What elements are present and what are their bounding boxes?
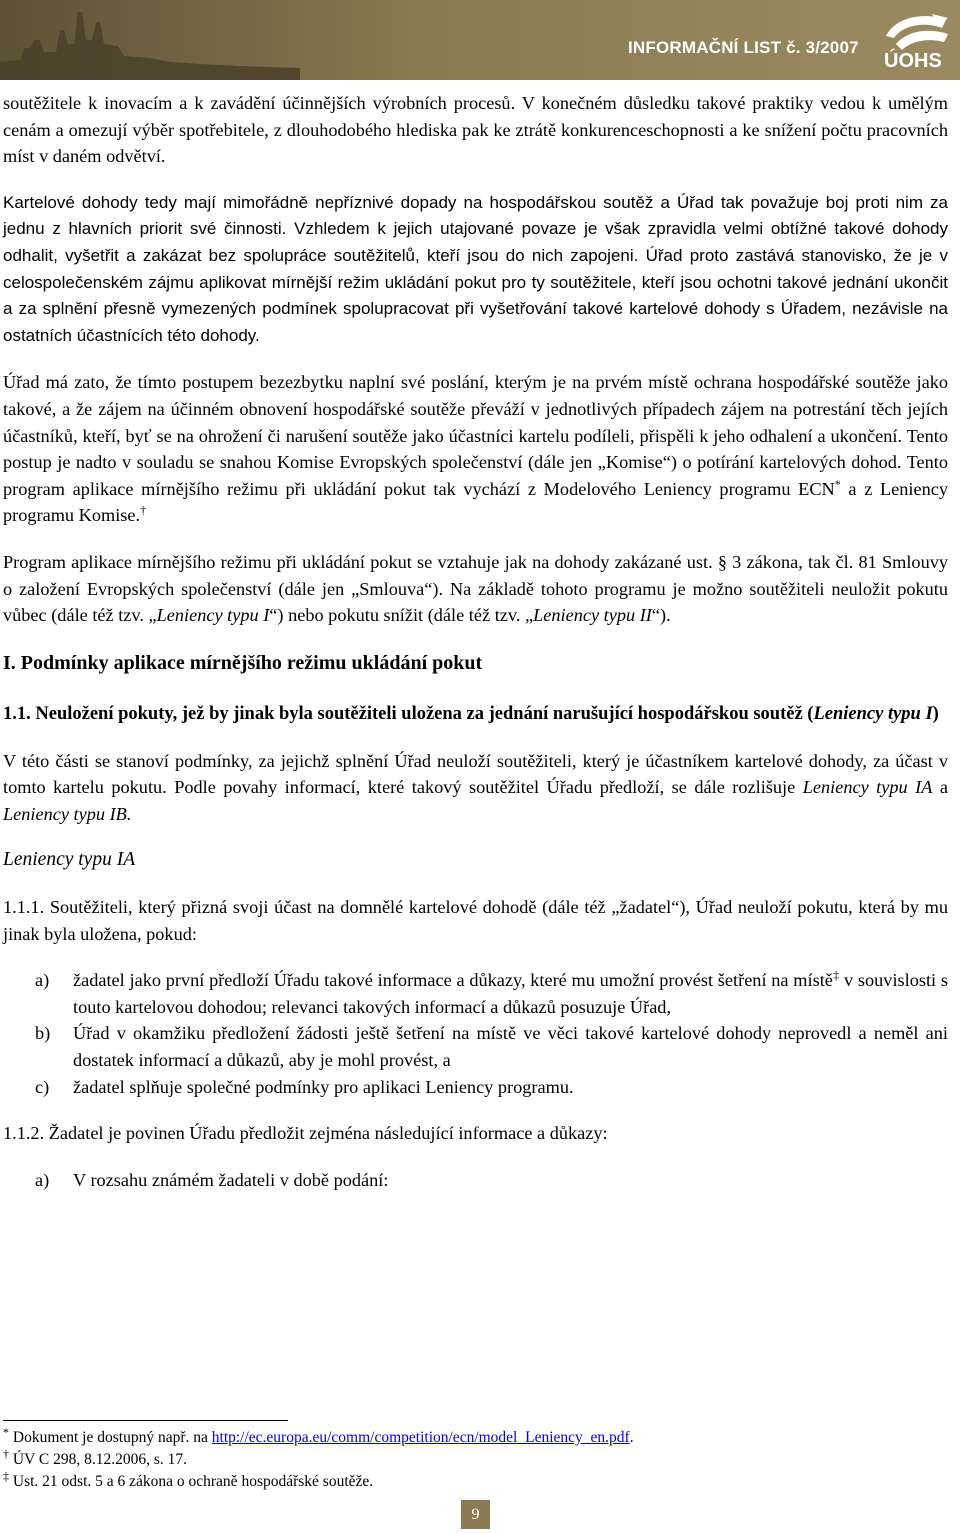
list-item: b) Úřad v okamžiku předložení žádosti ještě šetření na místě ve věci takové kartelové dohody neprovedl a neměl ani dostatek informací a důkazů, aby je mohl provést, a [35,1023,948,1071]
conditions-list [3,967,948,1100]
logo-text: ÚOHS [884,50,942,72]
leniency-ia-heading: Leniency typu IA [3,849,136,871]
footnote-divider [3,1420,288,1421]
paragraph-6: 1.1.1. Soutěžiteli, který přizná svoji účast na domnělé kartelové dohodě (dále též „žadatel“), Úřad neuloží pokutu, která by mu jinak byla uložena, pokud: [3,897,948,944]
footnote-3: ‡ Ust. 21 odst. 5 a 6 zákona o ochraně hospodářské soutěže. [3,1468,374,1490]
page-number: 9 [461,1500,490,1529]
page-header [0,0,960,80]
footnote-link[interactable]: http://ec.europa.eu/comm/competition/ecn/model_Leniency_en.pdf [211,1429,630,1446]
footnote-1: * Dokument je dostupný např. na http://ec.europa.eu/comm/competition/ecn/model_Leniency_en.pdf. [3,1424,634,1446]
header-title: INFORMAČNÍ LIST č. 3/2007 [628,38,859,57]
evidence-list [3,1167,948,1194]
document-body [3,90,948,1213]
footnotes [3,1420,943,1493]
list-item: a) V rozsahu známém žadateli v době podání: [35,1169,389,1190]
subsection-title: 1.1. Neuložení pokuty, jež by jinak byla soutěžiteli uložena za jednání narušující hospodářskou soutěž (Leniency typu I) [3,703,939,724]
list-item: a) žadatel jako první předloží Úřadu takové informace a důkazy, které mu umožní provést šetření na místě‡ v souvislosti s touto kartelovou dohodou; relevanci takových informací a důkazů posuzuje Úřad, [35,968,948,1017]
paragraph-4: Program aplikace mírnějšího režimu při ukládání pokut se vztahuje jak na dohody zakázané ust. § 3 zákona, tak čl. 81 Smlouvy o založení Evropských společenství (dále jen „Smlouva“). Na základě tohoto programu je možno soutěžiteli neuložit pokutu vůbec (dále též tzv. „Leniency typu I“) nebo pokutu snížit (dále též tzv. „Leniency typu II“). [3,551,948,626]
section-title: I. Podmínky aplikace mírnějšího režimu ukládání pokut [3,651,483,674]
paragraph-2: Kartelové dohody tedy mají mimořádně nepříznivé dopady na hospodářskou soutěž a Úřad tak považuje boj proti nim za jednu z hlavních priorit své činnosti. Vzhledem k jejich utajované povaze je však zpravidla velmi obtížné takové dohody odhalit, vyšetřit a zakázat bez spolupráce soutěžitelů, kteří jsou do nich zapojeni. Úřad proto zastává stanovisko, že je v celospolečenském zájmu aplikovat mírnější režim ukládání pokut pro ty soutěžitele, kteří jsou ochotni takové jednání ukončit a za splnění přesně vymezených podmínek spolupracovat při vyšetřování takové kartelové dohody s Úřadem, nezávisle na ostatních účastnících této dohody. [3,192,948,345]
paragraph-5: V této části se stanoví podmínky, za jejichž splnění Úřad neuloží soutěžiteli, který je účastníkem kartelové dohody, za účast v tomto kartelu pokutu. Podle povahy informací, které takový soutěžitel Úřadu předloží, se dále rozlišuje Leniency typu IA a Leniency typu IB. [3,750,949,824]
paragraph-7: 1.1.2. Žadatel je povinen Úřadu předložit zejména následující informace a důkazy: [3,1123,608,1144]
footnote-2: † ÚV C 298, 8.12.2006, s. 17. [3,1446,187,1468]
paragraph-1: soutěžitele k inovacím a k zavádění účinnějších výrobních procesů. V konečném důsledku takové praktiky vedou k umělým cenám a omezují výběr spotřebitele, z dlouhodobého hlediska pak ke ztrátě konkurenceschopnosti a ke snížení počtu pracovních míst v daném odvětví. [3,93,948,167]
list-item: c) žadatel splňuje společné podmínky pro aplikaci Leniency programu. [35,1076,574,1097]
paragraph-3: Úřad má zato, že tímto postupem bezezbytku naplní své poslání, kterým je na prvém místě ochrana hospodářské soutěže jako takové, a že zájem na účinném obnovení hospodářské soutěže převáží v jednotlivých případech zájem na potrestání těch jejích účastníků, kteří, byť se na ohrožení či narušení soutěže jako účastníci kartelu podíleli, přispěli k jeho odhalení a ukončení. Tento postup je nadto v souladu se snahou Komise Evropských společenství (dále jen „Komise“) o potírání kartelových dohod. Tento program aplikace mírnějšího režimu při ukládání pokut tak vychází z Modelového Leniency programu ECN* a z Leniency programu Komise.† [3,372,949,526]
castle-silhouette-icon [0,0,300,80]
